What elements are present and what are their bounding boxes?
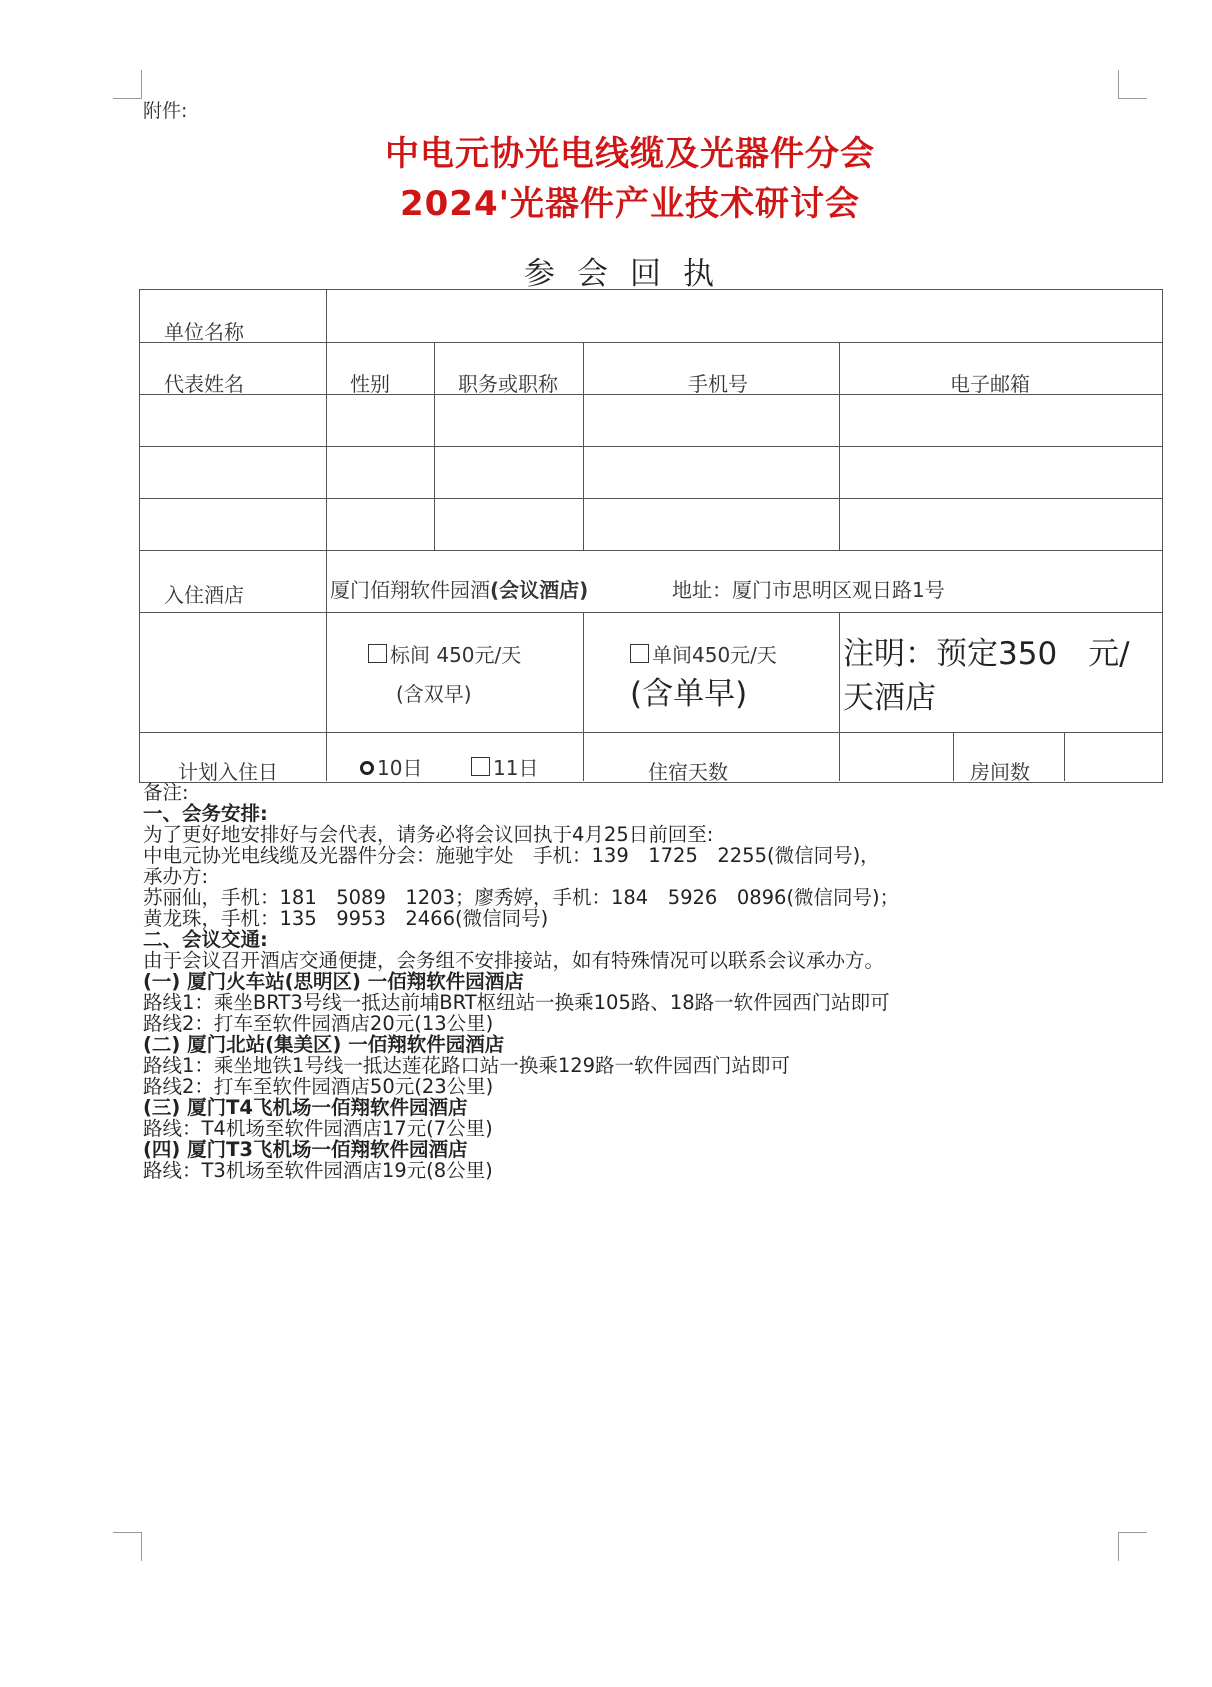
col-divider — [583, 612, 584, 781]
col-divider — [839, 612, 840, 781]
header-position: 职务或职称 — [458, 372, 558, 396]
remarks-label: 备注: — [143, 781, 189, 804]
hotel-address: 地址：厦门市思明区观日路1号 — [672, 578, 945, 602]
room-single-label: 单间450元/天 — [652, 643, 777, 667]
section-1-title: 一、会务安排: — [143, 802, 268, 825]
room-single-checkbox[interactable] — [630, 644, 649, 663]
row-divider — [140, 342, 1162, 343]
route-1-title: (一) 厦门火车站(思明区) 一佰翔软件园酒店 — [143, 970, 524, 993]
room-standard-option[interactable] — [368, 639, 521, 668]
room-standard-label: 标间 450元/天 — [390, 643, 522, 667]
col-divider — [1064, 732, 1065, 781]
attachment-label: 附件: — [143, 100, 188, 122]
hotel-info — [330, 574, 588, 603]
day-11-label: 11日 — [493, 756, 539, 780]
row-divider — [140, 446, 1162, 447]
org-name-label: 单位名称 — [164, 320, 244, 344]
day-11-option[interactable] — [471, 752, 538, 781]
room-single-note: (含单早) — [630, 676, 748, 712]
route-1-line: 路线2：打车至软件园酒店20元(13公里) — [143, 1012, 494, 1035]
row-divider — [140, 550, 1162, 551]
crop-mark-top-left — [113, 70, 142, 99]
nights-label: 住宿天数 — [648, 760, 728, 784]
document-title-line2: 2024'光器件产业技术研讨会 — [399, 184, 861, 224]
room-standard-checkbox[interactable] — [368, 644, 387, 663]
col-divider — [953, 732, 954, 781]
route-2-line: 路线1：乘坐地铁1号线一抵达莲花路口站一换乘129路一软件园西门站即可 — [143, 1054, 791, 1077]
hotel-name: 厦门佰翔软件园酒 — [330, 578, 490, 602]
section-1-line: 中电元协光电线缆及光器件分会：施驰宇处 手机：139 1725 2255(微信同号)， — [143, 844, 880, 867]
route-1-line: 路线1：乘坐BRT3号线一抵达前埔BRT枢纽站一换乘105路、18路一软件园西门站即可 — [143, 991, 890, 1014]
row-divider — [140, 612, 1162, 613]
row-divider — [140, 498, 1162, 499]
checkin-label: 计划入住日 — [178, 760, 278, 784]
route-3-title: (三) 厦门T4飞机场一佰翔软件园酒店 — [143, 1096, 468, 1119]
col-divider — [434, 342, 435, 550]
route-2-line: 路线2：打车至软件园酒店50元(23公里) — [143, 1075, 494, 1098]
route-4-line: 路线：T3机场至软件园酒店19元(8公里) — [143, 1159, 493, 1182]
header-gender: 性别 — [350, 372, 390, 396]
header-name: 代表姓名 — [164, 372, 244, 396]
room-single-option[interactable] — [630, 639, 777, 668]
hotel-label: 入住酒店 — [164, 583, 244, 607]
col-divider — [583, 342, 584, 550]
route-4-title: (四) 厦门T3飞机场一佰翔软件园酒店 — [143, 1138, 468, 1161]
section-1-line: 苏丽仙，手机：181 5089 1203；廖秀婷，手机：184 5926 0896(微信同号)； — [143, 886, 900, 909]
header-phone: 手机号 — [688, 372, 748, 396]
document-title-line1: 中电元协光电线缆及光器件分会 — [385, 134, 875, 174]
day-10-radio[interactable] — [360, 761, 374, 775]
section-1-line: 黄龙珠，手机：135 9953 2466(微信同号) — [143, 907, 549, 930]
row-divider — [140, 732, 1162, 733]
section-1-line: 承办方: — [143, 865, 209, 888]
route-2-title: (二) 厦门北站(集美区) 一佰翔软件园酒店 — [143, 1033, 505, 1056]
section-2-line: 由于会议召开酒店交通便捷，会务组不安排接站，如有特殊情况可以联系会议承办方。 — [143, 949, 885, 972]
crop-mark-bottom-left — [113, 1532, 142, 1561]
hotel-tag: (会议酒店) — [490, 578, 589, 602]
booking-note: 注明：预定350 元/天酒店 — [843, 636, 1130, 716]
header-email: 电子邮箱 — [950, 372, 1030, 396]
org-name-field[interactable] — [334, 292, 1160, 340]
section-1-line: 为了更好地安排好与会代表，请务必将会议回执于4月25日前回至: — [143, 823, 714, 846]
col-divider — [839, 342, 840, 550]
room-standard-note: (含双早) — [396, 682, 472, 706]
remarks-section — [143, 782, 899, 1181]
day-10-option[interactable] — [360, 752, 422, 781]
rooms-label: 房间数 — [970, 760, 1030, 784]
form-title: 参会回执 — [524, 256, 736, 292]
col-divider — [326, 290, 327, 781]
crop-mark-top-right — [1118, 70, 1147, 99]
day-10-label: 10日 — [377, 756, 423, 780]
section-2-title: 二、会议交通: — [143, 928, 268, 951]
crop-mark-bottom-right — [1118, 1532, 1147, 1561]
route-3-line: 路线：T4机场至软件园酒店17元(7公里) — [143, 1117, 493, 1140]
day-11-checkbox[interactable] — [471, 757, 490, 776]
